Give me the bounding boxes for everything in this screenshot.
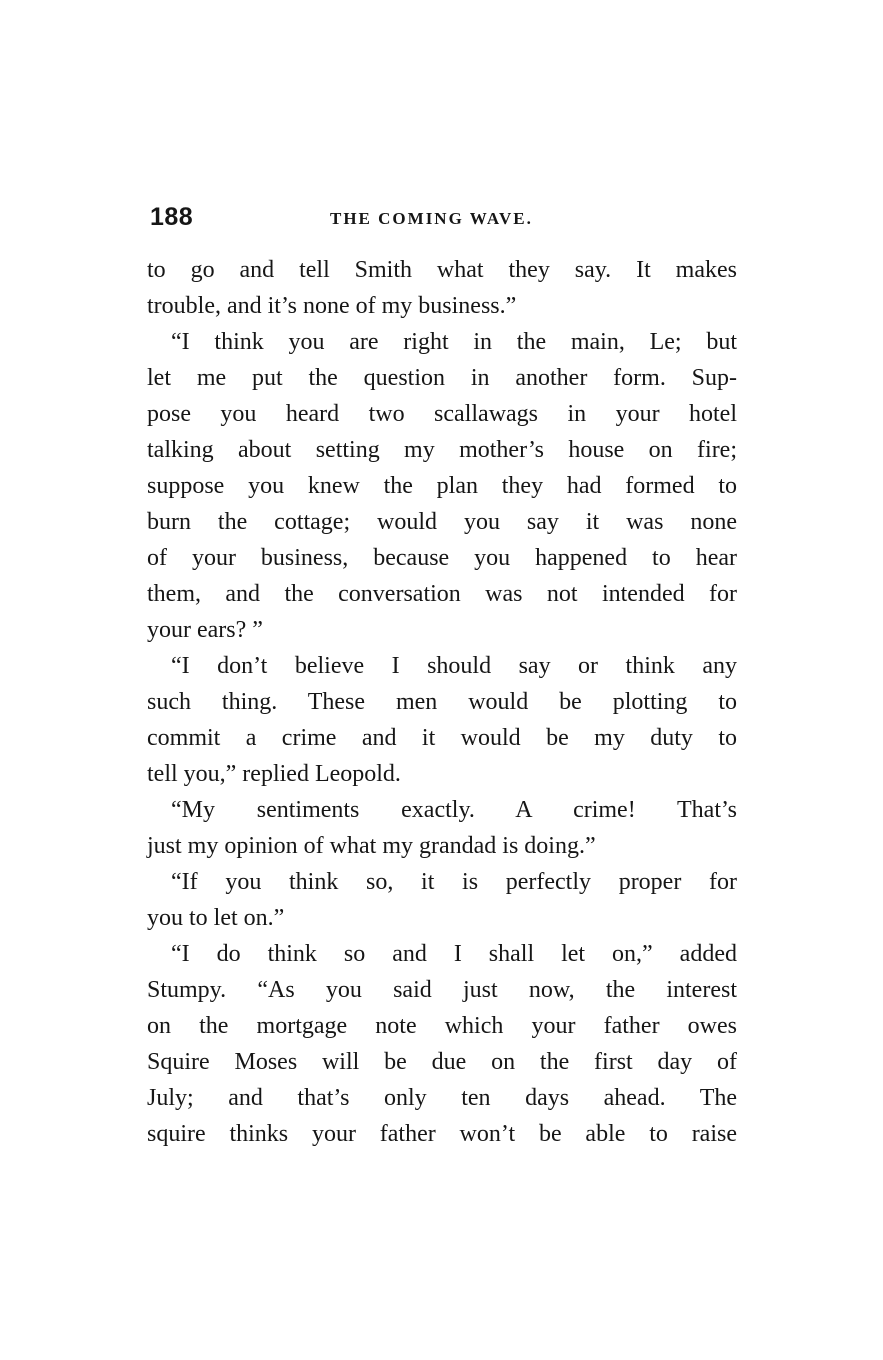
text-line: burn the cottage; would you say it was none: [147, 509, 737, 535]
text-line: pose you heard two scallawags in your hotel: [147, 401, 737, 427]
text-line: such thing. These men would be plotting to: [147, 689, 737, 715]
text-line: to go and tell Smith what they say. It makes: [147, 257, 737, 283]
text-line: your ears? ”: [147, 617, 263, 643]
text-line: let me put the question in another form. Sup-: [147, 365, 737, 391]
text-line: talking about setting my mother’s house on fire;: [147, 437, 737, 463]
text-line: suppose you knew the plan they had formed to: [147, 473, 737, 499]
text-line: “My sentiments exactly. A crime! That’s: [171, 797, 737, 823]
text-line: of your business, because you happened to hear: [147, 545, 737, 571]
text-line: Stumpy. “As you said just now, the interest: [147, 977, 737, 1003]
page-header: [150, 203, 740, 237]
text-line: squire thinks your father won’t be able to raise: [147, 1121, 737, 1147]
text-line: “If you think so, it is perfectly proper for: [171, 869, 737, 895]
text-line: them, and the conversation was not intended for: [147, 581, 737, 607]
text-line: Squire Moses will be due on the first day of: [147, 1049, 737, 1075]
page-number: 188: [150, 203, 194, 231]
text-line: July; and that’s only ten days ahead. The: [147, 1085, 737, 1111]
text-line: on the mortgage note which your father owes: [147, 1013, 737, 1039]
text-line: just my opinion of what my grandad is doing.”: [147, 833, 596, 859]
body-text: [147, 252, 737, 1152]
text-line: commit a crime and it would be my duty to: [147, 725, 737, 751]
running-title: THE COMING WAVE.: [330, 209, 533, 228]
text-line: “I don’t believe I should say or think any: [171, 653, 737, 679]
text-line: “I do think so and I shall let on,” added: [171, 941, 737, 967]
text-line: trouble, and it’s none of my business.”: [147, 293, 517, 319]
text-line: “I think you are right in the main, Le; but: [171, 329, 737, 355]
text-line: you to let on.”: [147, 905, 285, 931]
text-line: tell you,” replied Leopold.: [147, 761, 401, 787]
